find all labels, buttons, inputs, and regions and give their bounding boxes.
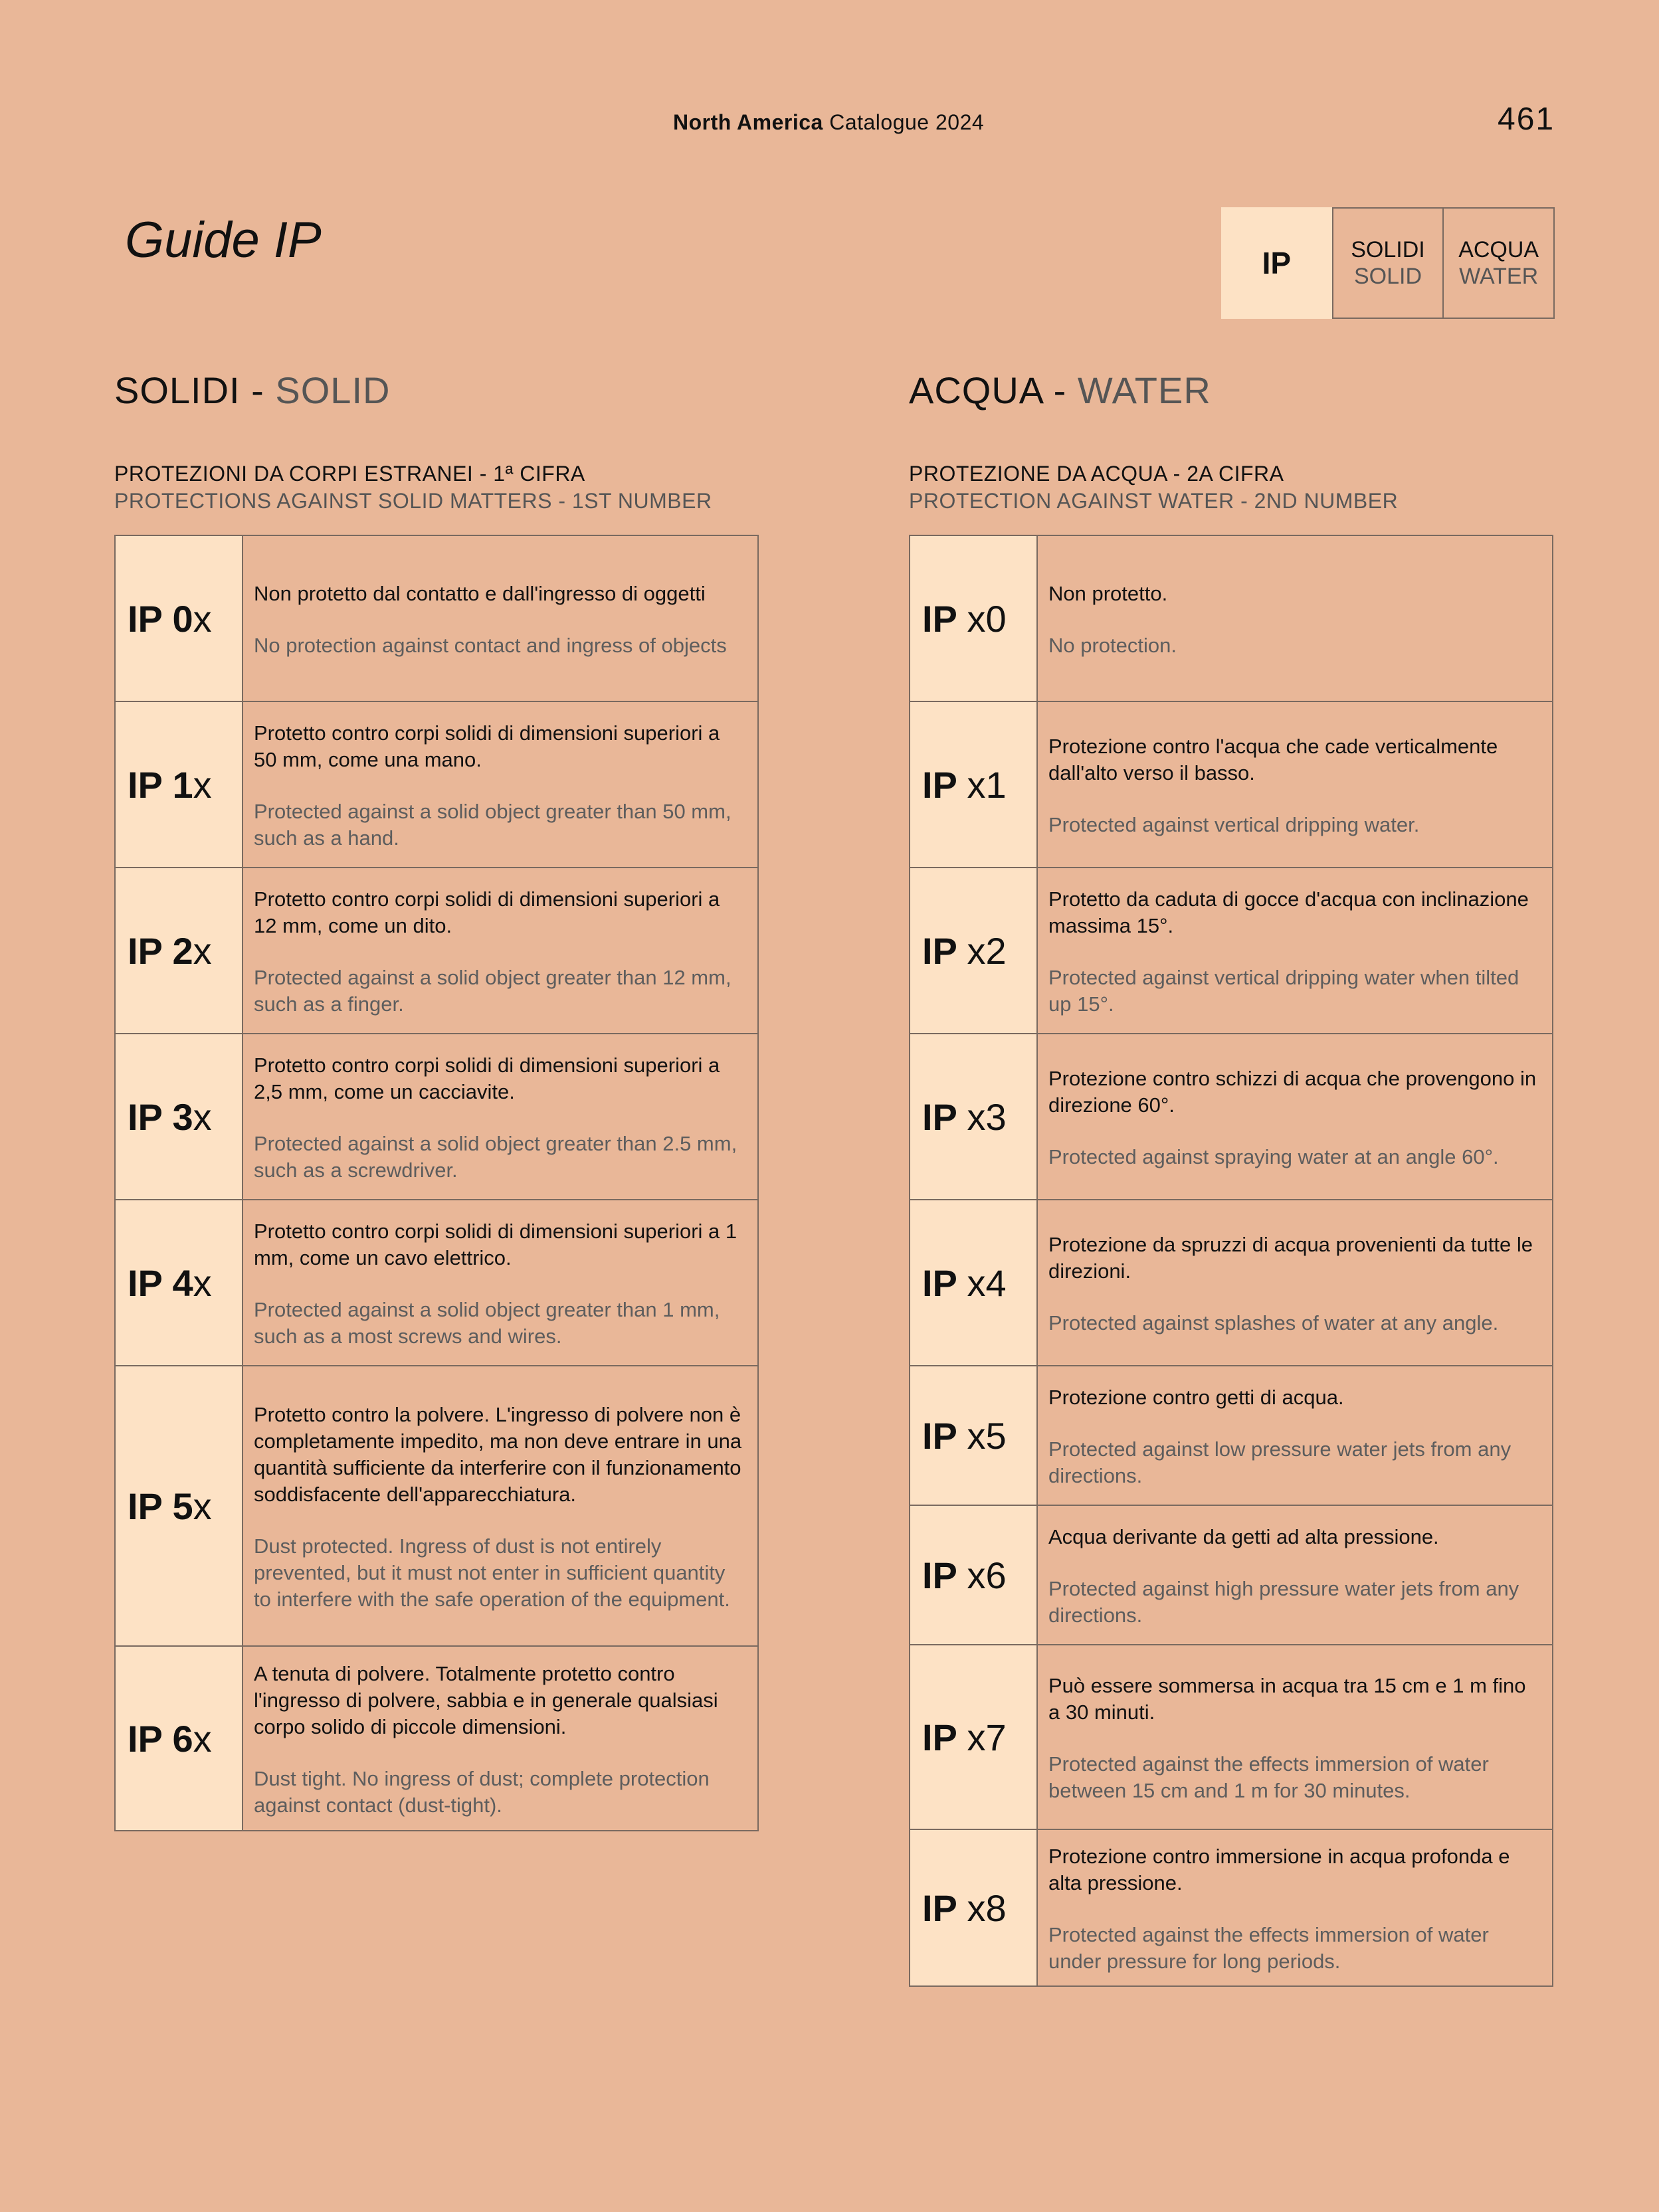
legend-solid-en: SOLID	[1353, 264, 1422, 289]
solid-section-title	[114, 369, 759, 422]
table-row	[115, 1366, 758, 1646]
description-it: Protetto contro corpi solidi di dimensioni superiori a 50 mm, come una mano.	[254, 721, 720, 771]
table-row	[910, 1505, 1553, 1645]
description-en: Protected against a solid object greater than 1 mm, such as a most screws and wires.	[254, 1298, 720, 1348]
code-x: x	[967, 1716, 986, 1758]
ip-description	[1037, 1366, 1553, 1505]
ip-description	[1037, 1034, 1553, 1200]
description-it: Protetto contro corpi solidi di dimensioni superiori a 2,5 mm, come un cacciavite.	[254, 1054, 720, 1103]
ip-code	[115, 1646, 243, 1831]
description-it: Può essere sommersa in acqua tra 15 cm e 1 m fino a 30 minuti.	[1048, 1674, 1526, 1724]
description-en: Dust protected. Ingress of dust is not entirely prevented, but it must not enter in sufficient quantity to interfere with the safe operation of the equipment.	[254, 1534, 730, 1611]
water-subtitle-it: PROTEZIONE DA ACQUA - 2A CIFRA	[909, 462, 1284, 486]
table-row	[910, 1645, 1553, 1829]
code-digit: 7	[985, 1716, 1007, 1758]
code-prefix: IP	[922, 763, 967, 806]
solid-title-it: SOLIDI	[114, 369, 241, 411]
description-en: Protected against low pressure water jets from any directions.	[1048, 1437, 1512, 1487]
code-digit: 6	[172, 1717, 193, 1760]
code-prefix: IP	[922, 597, 967, 640]
table-row	[115, 868, 758, 1034]
solid-section	[114, 369, 759, 1831]
page-title: Guide IP	[125, 212, 322, 268]
description-it: Non protetto dal contatto e dall'ingresso di oggetti	[254, 582, 706, 605]
ip-code	[910, 1829, 1037, 1986]
table-row	[115, 701, 758, 868]
ip-code	[115, 1366, 243, 1646]
description-it: Acqua derivante da getti ad alta pressione.	[1048, 1525, 1439, 1548]
description-en: Protected against vertical dripping water when tilted up 15°.	[1048, 966, 1519, 1016]
table-row	[115, 535, 758, 701]
code-x: x	[967, 1261, 986, 1304]
description-en: Protected against the effects immersion of water under pressure for long periods.	[1048, 1923, 1489, 1973]
ip-code	[115, 1034, 243, 1200]
code-digit: 4	[172, 1261, 193, 1304]
code-prefix: IP	[922, 1716, 967, 1758]
description-it: Protezione contro l'acqua che cade verticalmente dall'alto verso il basso.	[1048, 735, 1498, 784]
code-prefix: IP	[128, 763, 173, 806]
code-prefix: IP	[128, 597, 173, 640]
ip-code	[910, 1366, 1037, 1505]
ip-description	[243, 535, 758, 701]
code-prefix: IP	[922, 1887, 967, 1929]
description-en: Protected against a solid object greater than 50 mm, such as a hand.	[254, 800, 732, 850]
description-en: Protected against a solid object greater than 12 mm, such as a finger.	[254, 966, 732, 1016]
legend-solid	[1332, 207, 1444, 319]
code-prefix: IP	[128, 1485, 173, 1527]
description-en: No protection against contact and ingress of objects	[254, 634, 727, 657]
table-row	[115, 1034, 758, 1200]
code-digit: 4	[985, 1261, 1007, 1304]
ip-description	[1037, 701, 1553, 868]
legend-water	[1444, 207, 1555, 319]
ip-description	[243, 1200, 758, 1366]
solid-subtitle-it: PROTEZIONI DA CORPI ESTRANEI - 1ª CIFRA	[114, 462, 585, 486]
ip-description	[1037, 1200, 1553, 1366]
solid-title-en: SOLID	[275, 369, 391, 411]
description-en: Protected against a solid object greater than 2.5 mm, such as a screwdriver.	[254, 1132, 737, 1182]
legend-water-en: WATER	[1459, 264, 1539, 289]
code-digit: 1	[985, 763, 1007, 806]
ip-code	[910, 701, 1037, 868]
code-prefix: IP	[922, 1261, 967, 1304]
description-en: Protected against high pressure water jets from any directions.	[1048, 1577, 1519, 1627]
ip-description	[243, 1034, 758, 1200]
description-it: A tenuta di polvere. Totalmente protetto contro l'ingresso di polvere, sabbia e in generale qualsiasi corpo solido di piccole dimensioni.	[254, 1662, 718, 1738]
description-en: Protected against the effects immersion of water between 15 cm and 1 m for 30 minutes.	[1048, 1752, 1489, 1802]
water-title-it: ACQUA	[909, 369, 1043, 411]
table-row	[910, 535, 1553, 701]
description-en: Dust tight. No ingress of dust; complete protection against contact (dust-tight).	[254, 1767, 710, 1817]
catalogue-header	[673, 110, 984, 135]
code-digit: 1	[172, 763, 193, 806]
code-prefix: IP	[128, 1095, 173, 1138]
description-it: Protetto contro corpi solidi di dimensioni superiori a 1 mm, come un cavo elettrico.	[254, 1220, 737, 1269]
code-digit: 6	[985, 1554, 1007, 1596]
water-subtitle-en: PROTECTION AGAINST WATER - 2ND NUMBER	[909, 489, 1399, 513]
code-digit: 2	[172, 929, 193, 972]
description-it: Protetto da caduta di gocce d'acqua con inclinazione massima 15°.	[1048, 887, 1529, 937]
ip-code	[910, 535, 1037, 701]
code-x: x	[193, 1095, 212, 1138]
table-row	[910, 701, 1553, 868]
ip-description	[243, 868, 758, 1034]
code-digit: 3	[172, 1095, 193, 1138]
table-row	[910, 1034, 1553, 1200]
code-digit: 3	[985, 1095, 1007, 1138]
ip-description	[243, 1366, 758, 1646]
table-row	[910, 868, 1553, 1034]
code-x: x	[193, 1717, 212, 1760]
code-prefix: IP	[922, 1554, 967, 1596]
description-it: Non protetto.	[1048, 582, 1168, 605]
ip-code	[115, 701, 243, 868]
code-x: x	[967, 597, 986, 640]
solid-title-sep: -	[240, 369, 276, 411]
code-x: x	[967, 763, 986, 806]
code-x: x	[193, 763, 212, 806]
code-prefix: IP	[128, 1717, 173, 1760]
code-digit: 0	[985, 597, 1007, 640]
code-prefix: IP	[128, 929, 173, 972]
table-row	[115, 1646, 758, 1831]
code-digit: 5	[172, 1485, 193, 1527]
description-it: Protetto contro la polvere. L'ingresso di polvere non è completamente impedito, ma non deve entrare in una quantità sufficiente da interferire con il funzionamento soddisfacente dell'apparecchiatura.	[254, 1403, 742, 1506]
legend-solid-it: SOLIDI	[1351, 237, 1425, 262]
ip-description	[1037, 868, 1553, 1034]
legend-water-it: ACQUA	[1458, 237, 1539, 262]
code-x: x	[967, 1554, 986, 1596]
code-x: x	[967, 1887, 986, 1929]
water-table	[909, 535, 1553, 1987]
ip-description	[1037, 1645, 1553, 1829]
legend-ip: IP	[1221, 207, 1332, 319]
code-x: x	[967, 1414, 986, 1457]
ip-code	[115, 535, 243, 701]
page-number: 461	[1498, 102, 1555, 137]
ip-legend	[1221, 207, 1555, 319]
ip-description	[1037, 1505, 1553, 1645]
code-digit: 5	[985, 1414, 1007, 1457]
solid-subtitle-en: PROTECTIONS AGAINST SOLID MATTERS - 1ST NUMBER	[114, 489, 712, 513]
code-digit: 2	[985, 929, 1007, 972]
description-it: Protezione contro getti di acqua.	[1048, 1386, 1344, 1409]
code-prefix: IP	[922, 1414, 967, 1457]
ip-code	[910, 868, 1037, 1034]
code-digit: 0	[172, 597, 193, 640]
catalogue-label: Catalogue 2024	[829, 110, 985, 134]
description-en: Protected against splashes of water at any angle.	[1048, 1311, 1499, 1335]
description-en: Protected against spraying water at an angle 60°.	[1048, 1145, 1499, 1168]
table-row	[910, 1366, 1553, 1505]
ip-code	[910, 1645, 1037, 1829]
table-row	[115, 1200, 758, 1366]
ip-code	[910, 1034, 1037, 1200]
description-en: No protection.	[1048, 634, 1177, 657]
ip-code	[115, 868, 243, 1034]
water-title-en: WATER	[1077, 369, 1211, 411]
code-prefix: IP	[922, 1095, 967, 1138]
code-x: x	[193, 1261, 212, 1304]
description-it: Protezione da spruzzi di acqua provenienti da tutte le direzioni.	[1048, 1233, 1533, 1283]
ip-code	[910, 1505, 1037, 1645]
code-x: x	[967, 1095, 986, 1138]
description-en: Protected against vertical dripping water.	[1048, 813, 1420, 836]
brand-label: North America	[673, 110, 823, 134]
description-it: Protezione contro schizzi di acqua che provengono in direzione 60°.	[1048, 1067, 1537, 1117]
ip-description	[243, 701, 758, 868]
water-section	[909, 369, 1553, 1987]
description-it: Protezione contro immersione in acqua profonda e alta pressione.	[1048, 1845, 1510, 1894]
code-x: x	[967, 929, 986, 972]
ip-description	[1037, 1829, 1553, 1986]
table-row	[910, 1200, 1553, 1366]
code-x: x	[193, 1485, 212, 1527]
code-prefix: IP	[922, 929, 967, 972]
description-it: Protetto contro corpi solidi di dimensioni superiori a 12 mm, come un dito.	[254, 887, 720, 937]
ip-code	[910, 1200, 1037, 1366]
code-digit: 8	[985, 1887, 1007, 1929]
ip-description	[243, 1646, 758, 1831]
water-section-title	[909, 369, 1553, 422]
ip-description	[1037, 535, 1553, 701]
code-x: x	[193, 929, 212, 972]
water-title-sep: -	[1042, 369, 1078, 411]
code-x: x	[193, 597, 212, 640]
code-prefix: IP	[128, 1261, 173, 1304]
ip-code	[115, 1200, 243, 1366]
solid-table	[114, 535, 759, 1831]
table-row	[910, 1829, 1553, 1986]
